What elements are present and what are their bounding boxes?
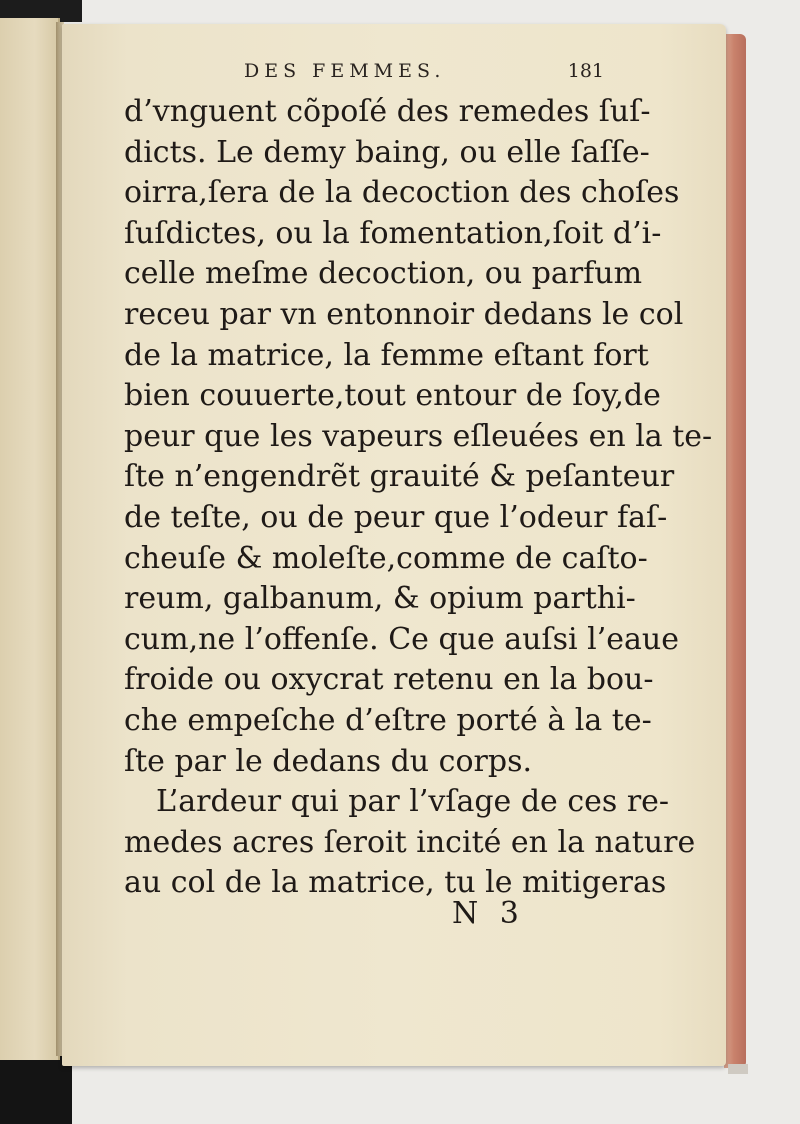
- text-line: froide ou oxycrat retenu en la bou-: [124, 662, 654, 698]
- text-line: che empeſche d’eſtre porté à la te-: [124, 702, 652, 738]
- text-line: receu par vn entonnoir dedans le col: [124, 296, 684, 332]
- page-shadow: [728, 1064, 748, 1074]
- text-line: L’ardeur qui par l’vſage de ces re-: [156, 784, 670, 820]
- text-line: d’vnguent cõpoſé des remedes ſuſ-: [124, 94, 651, 129]
- text-line: ſte n’engendrẽt grauité & peſanteur: [124, 459, 675, 495]
- text-line: cheuſe & moleſte,comme de caſto-: [124, 540, 648, 576]
- text-line: de teſte, ou de peur que l’odeur faſ-: [124, 499, 668, 535]
- signature-mark: N 3: [452, 896, 525, 931]
- text-line: medes acres ſeroit incité en la nature: [124, 824, 696, 860]
- text-line: celle meſme decoction, ou parfum: [124, 256, 643, 292]
- page-number: 181: [567, 60, 604, 82]
- text-line: ſuſdictes, ou la fomentation,ſoit d’i-: [124, 215, 662, 251]
- body-text: [124, 92, 713, 904]
- left-page-edge: [0, 18, 60, 1060]
- text-line: reum, galbanum, & opium parthi-: [124, 581, 636, 617]
- text-line: de la matrice, la femme eſtant fort: [124, 337, 649, 373]
- text-line: au col de la matrice, tu le mitigeras: [124, 865, 667, 901]
- text-line: oirra,ſera de la decoction des choſes: [124, 175, 680, 211]
- text-line: cum,ne l’offenſe. Ce que auſsi l’eaue: [124, 621, 679, 657]
- running-head: DES FEMMES.: [244, 60, 446, 82]
- text-line: ſte par le dedans du corps.: [124, 743, 533, 779]
- text-line: dicts. Le demy baing, ou elle ſaſſe-: [124, 134, 650, 170]
- text-line: bien couuerte,tout entour de ſoy,de: [124, 378, 661, 414]
- page-header: [244, 60, 604, 88]
- page-fore-edge: [724, 34, 746, 1068]
- text-line: peur que les vapeurs eſleuées en la te-: [124, 418, 713, 454]
